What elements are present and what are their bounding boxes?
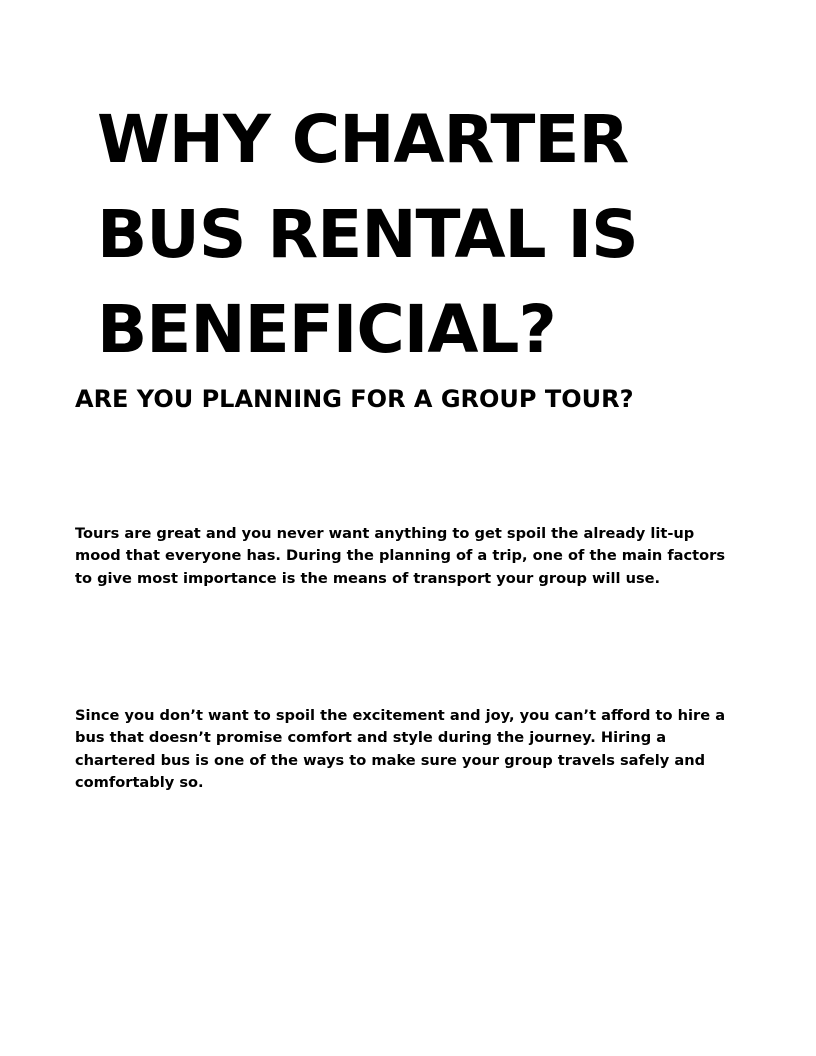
paragraph-line: to give most importance is the means of transport your group will use. <box>75 569 661 587</box>
title-line: BENEFICIAL? <box>97 291 556 368</box>
paragraph-line: comfortably so. <box>75 774 204 792</box>
paragraph-line: Tours are great and you never want anything to get spoil the already lit-up <box>75 525 695 542</box>
paragraph-benefits <box>75 705 745 795</box>
paragraph-intro <box>75 523 745 590</box>
paragraph-line: bus that doesn’t promise comfort and style during the journey. Hiring a <box>75 729 667 747</box>
paragraph-line: mood that everyone has. During the planning of a trip, one of the main factors <box>75 547 726 565</box>
page-title <box>97 92 757 377</box>
paragraph-line: Since you don’t want to spoil the excitement and joy, you can’t afford to hire a <box>75 707 726 724</box>
title-line: BUS RENTAL IS <box>97 196 638 273</box>
paragraph-line: chartered bus is one of the ways to make sure your group travels safely and <box>75 751 706 769</box>
title-line: WHY CHARTER <box>97 101 629 178</box>
page-subtitle: ARE YOU PLANNING FOR A GROUP TOUR? <box>75 385 634 413</box>
